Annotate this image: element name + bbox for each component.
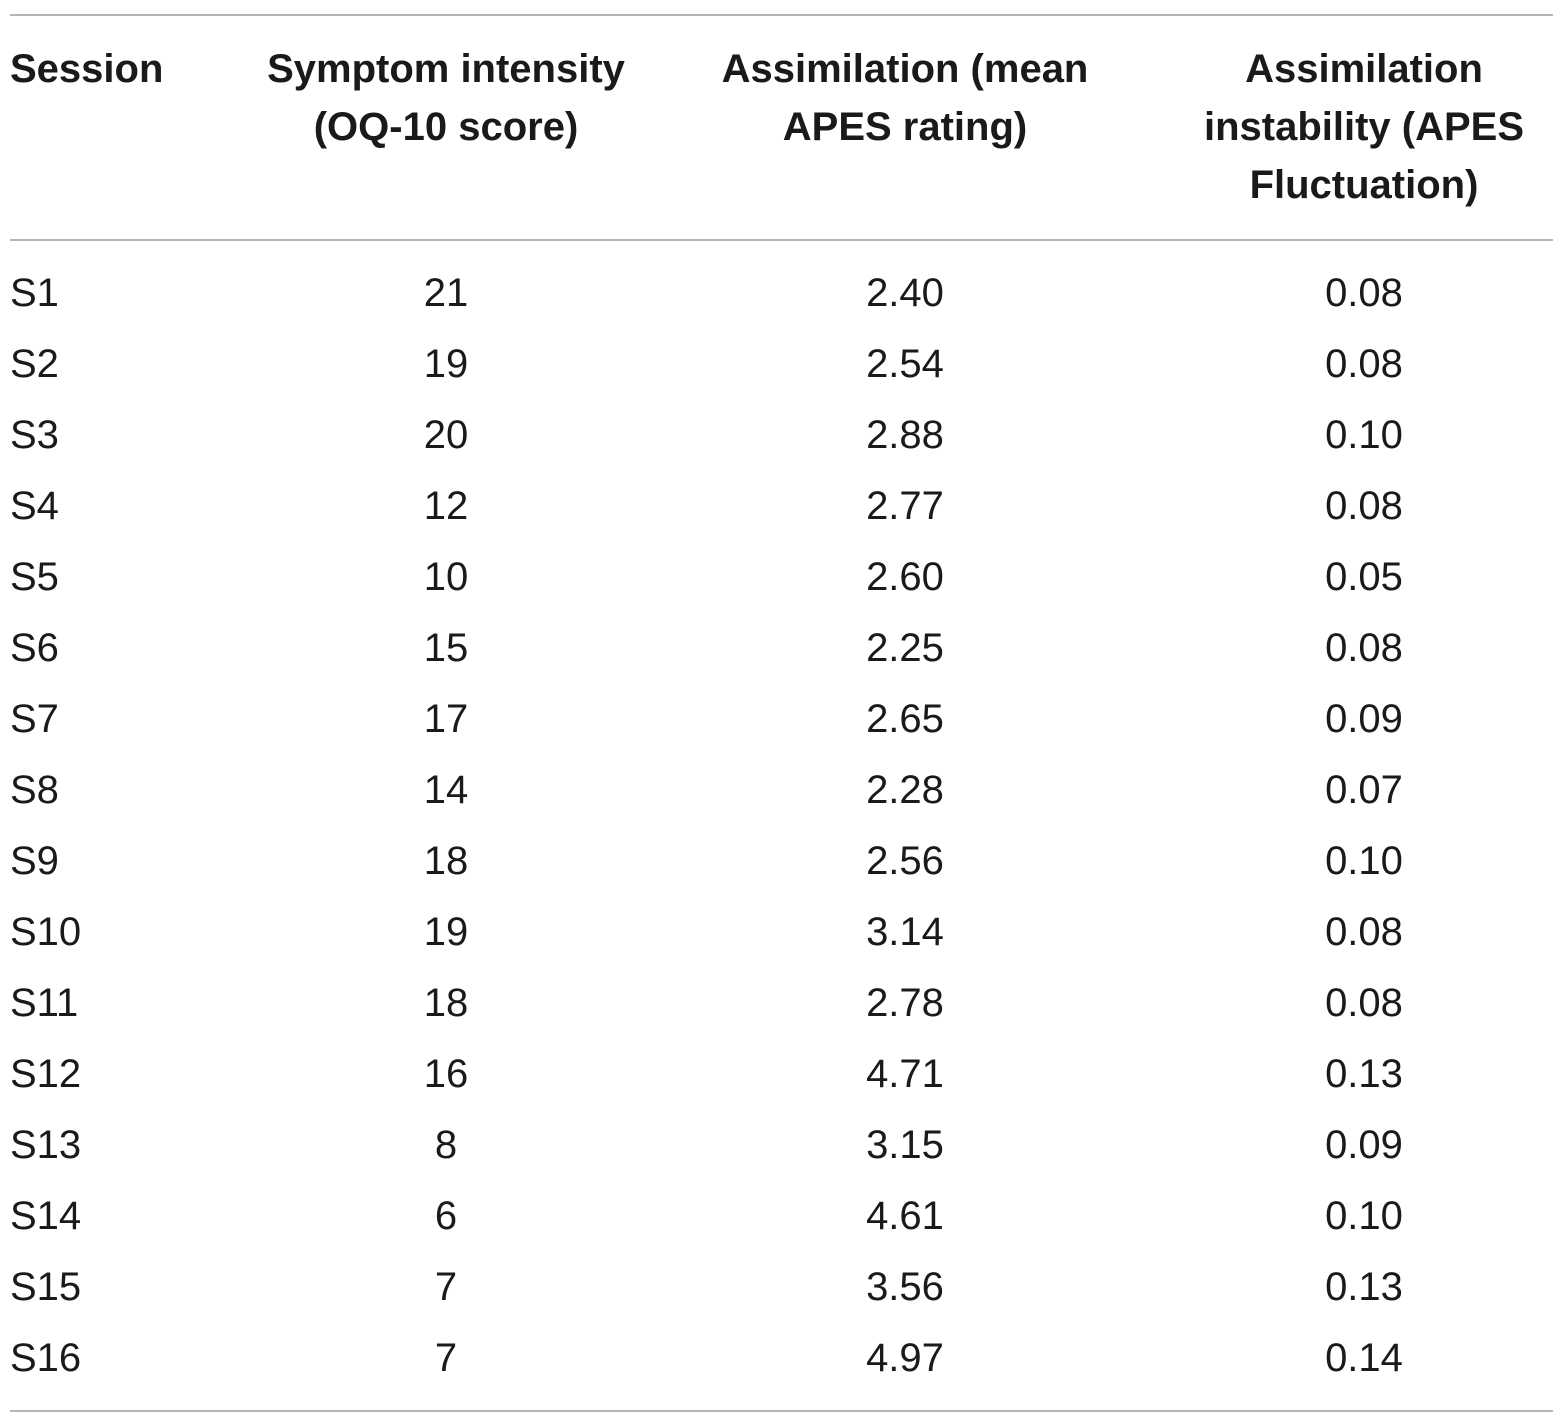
cell-assimilation: 2.56 — [866, 839, 944, 883]
cell-session: S8 — [10, 768, 59, 812]
cell-assimilation: 2.54 — [866, 342, 944, 386]
table-row — [0, 897, 1563, 968]
table-row — [0, 1039, 1563, 1110]
cell-assimilation-instability: 0.13 — [1325, 1265, 1403, 1309]
table-top-rule — [10, 14, 1553, 16]
cell-assimilation-instability: 0.10 — [1325, 839, 1403, 883]
table-row — [0, 968, 1563, 1039]
cell-assimilation-instability: 0.14 — [1325, 1336, 1403, 1380]
cell-assimilation: 2.60 — [866, 555, 944, 599]
table-row — [0, 258, 1563, 329]
cell-assimilation-instability: 0.07 — [1325, 768, 1403, 812]
column-header-symptom-intensity: Symptom intensity (OQ-10 score) — [267, 47, 625, 149]
cell-assimilation: 4.71 — [866, 1052, 944, 1096]
cell-session: S6 — [10, 626, 59, 670]
cell-assimilation: 3.56 — [866, 1265, 944, 1309]
cell-assimilation: 2.88 — [866, 413, 944, 457]
table-row — [0, 400, 1563, 471]
table-row — [0, 1181, 1563, 1252]
table-row — [0, 613, 1563, 684]
cell-symptom-intensity: 18 — [423, 839, 469, 883]
cell-session: S16 — [10, 1336, 82, 1380]
cell-symptom-intensity: 19 — [423, 910, 469, 954]
table-body — [0, 258, 1563, 1394]
cell-assimilation-instability: 0.08 — [1325, 626, 1403, 670]
cell-session: S4 — [10, 484, 59, 528]
table-row — [0, 826, 1563, 897]
cell-assimilation-instability: 0.10 — [1325, 1194, 1403, 1238]
cell-assimilation-instability: 0.10 — [1325, 413, 1403, 457]
cell-session: S15 — [10, 1265, 82, 1309]
cell-assimilation: 2.77 — [866, 484, 944, 528]
cell-session: S12 — [10, 1052, 82, 1096]
cell-assimilation-instability: 0.13 — [1325, 1052, 1403, 1096]
cell-symptom-intensity: 6 — [434, 1194, 458, 1238]
table-header-rule — [10, 239, 1553, 241]
cell-assimilation-instability: 0.09 — [1325, 1123, 1403, 1167]
cell-assimilation: 3.14 — [866, 910, 944, 954]
cell-assimilation-instability: 0.05 — [1325, 555, 1403, 599]
cell-symptom-intensity: 16 — [423, 1052, 469, 1096]
cell-assimilation: 4.61 — [866, 1194, 944, 1238]
cell-symptom-intensity: 7 — [434, 1265, 458, 1309]
table-row — [0, 1323, 1563, 1394]
cell-symptom-intensity: 14 — [423, 768, 469, 812]
table-row — [0, 1110, 1563, 1181]
table-row — [0, 1252, 1563, 1323]
cell-assimilation-instability: 0.08 — [1325, 981, 1403, 1025]
cell-session: S9 — [10, 839, 59, 883]
table-row — [0, 329, 1563, 400]
cell-session: S7 — [10, 697, 59, 741]
cell-symptom-intensity: 21 — [423, 271, 469, 315]
cell-assimilation: 3.15 — [866, 1123, 944, 1167]
cell-symptom-intensity: 7 — [434, 1336, 458, 1380]
cell-assimilation: 2.28 — [866, 768, 944, 812]
cell-assimilation-instability: 0.08 — [1325, 910, 1403, 954]
column-header-assimilation: Assimilation (mean APES rating) — [721, 47, 1089, 149]
cell-assimilation-instability: 0.08 — [1325, 484, 1403, 528]
cell-assimilation: 2.65 — [866, 697, 944, 741]
cell-symptom-intensity: 8 — [434, 1123, 458, 1167]
cell-assimilation-instability: 0.09 — [1325, 697, 1403, 741]
cell-session: S13 — [10, 1123, 82, 1167]
cell-assimilation: 2.25 — [866, 626, 944, 670]
cell-symptom-intensity: 10 — [423, 555, 469, 599]
cell-session: S1 — [10, 271, 59, 315]
table-bottom-rule — [10, 1410, 1553, 1412]
cell-assimilation-instability: 0.08 — [1325, 271, 1403, 315]
column-header-session: Session — [10, 47, 164, 91]
cell-symptom-intensity: 20 — [423, 413, 469, 457]
cell-session: S11 — [10, 981, 79, 1025]
cell-assimilation: 4.97 — [866, 1336, 944, 1380]
cell-session: S14 — [10, 1194, 82, 1238]
cell-symptom-intensity: 19 — [423, 342, 469, 386]
cell-session: S2 — [10, 342, 59, 386]
table-row — [0, 471, 1563, 542]
cell-session: S10 — [10, 910, 82, 954]
cell-symptom-intensity: 12 — [423, 484, 469, 528]
cell-session: S5 — [10, 555, 59, 599]
table-header — [0, 40, 1563, 230]
cell-assimilation: 2.40 — [866, 271, 944, 315]
cell-symptom-intensity: 18 — [423, 981, 469, 1025]
table-row — [0, 542, 1563, 613]
table-row — [0, 684, 1563, 755]
table-row — [0, 755, 1563, 826]
cell-symptom-intensity: 15 — [423, 626, 469, 670]
cell-assimilation: 2.78 — [866, 981, 944, 1025]
cell-symptom-intensity: 17 — [423, 697, 469, 741]
cell-session: S3 — [10, 413, 59, 457]
cell-assimilation-instability: 0.08 — [1325, 342, 1403, 386]
column-header-assimilation-instability: Assimilation instability (APES Fluctuation) — [1203, 47, 1525, 207]
